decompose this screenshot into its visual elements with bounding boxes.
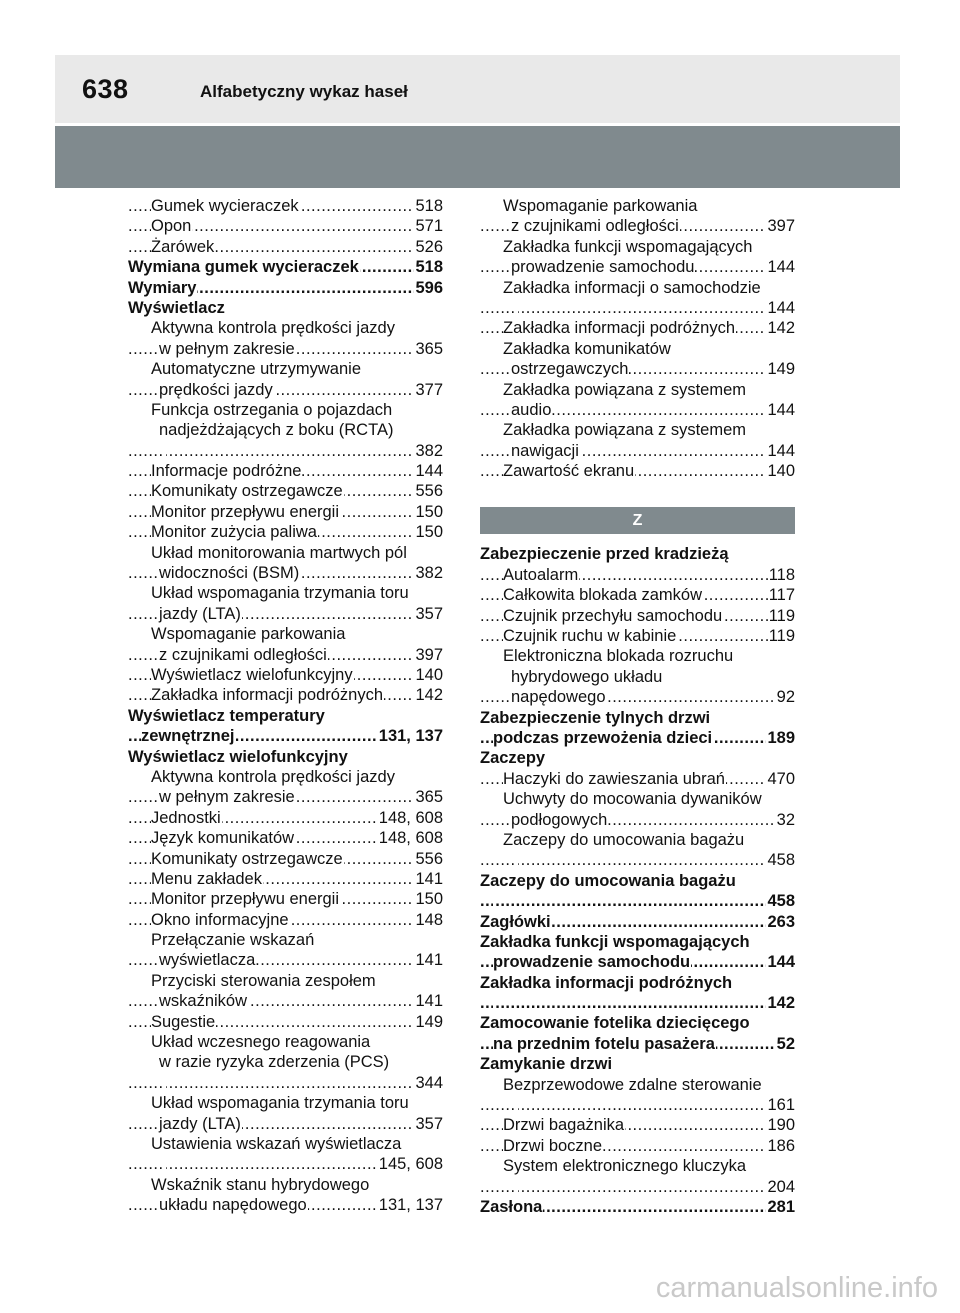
index-entry	[480, 748, 795, 768]
index-entry	[480, 708, 795, 728]
index-entry-text: Całkowita blokada zamków	[503, 586, 703, 605]
index-entry	[128, 441, 443, 461]
index-entry	[128, 380, 443, 400]
index-entry-page: 150	[415, 890, 443, 909]
index-entry-page: 140	[767, 462, 795, 481]
index-entry-text: prędkości jazdy	[159, 380, 273, 399]
index-entry-page: 119	[768, 606, 795, 625]
index-entry	[128, 1195, 443, 1215]
index-entry	[480, 1013, 795, 1033]
index-entry-text: układu napędowego	[159, 1196, 307, 1215]
index-entry-page: 142	[767, 319, 795, 338]
index-entry	[480, 237, 795, 257]
index-column-left	[128, 196, 443, 1216]
index-entry	[128, 950, 443, 970]
index-entry-text: Wspomaganie parkowania	[151, 625, 346, 644]
index-entry-page: 149	[767, 360, 795, 379]
index-entry-text: Zakładka powiązana z systemem	[503, 380, 747, 399]
index-entry-text: w razie ryzyka zderzenia (PCS)	[159, 1053, 390, 1072]
index-entry-page: 148, 608	[378, 808, 443, 827]
index-entry	[128, 481, 443, 501]
index-entry	[480, 769, 795, 789]
index-entry-page: 131, 137	[378, 1196, 443, 1215]
index-entry-page: 470	[767, 769, 795, 788]
index-entry-text: audio	[511, 400, 552, 419]
index-entry-text: z czujnikami odległości	[511, 217, 679, 236]
index-entry-text: Zaczepy do umocowania bagażu	[503, 830, 745, 849]
index-entry-text: prowadzenie samochodu	[511, 258, 695, 277]
index-entry	[128, 849, 443, 869]
index-entry-text: Zakładka funkcji wspomagających	[480, 932, 750, 951]
index-entry	[128, 318, 443, 338]
index-entry-page: 131, 137	[378, 727, 443, 746]
index-entry-text: Zakładka informacji podróżnych	[480, 973, 733, 992]
index-entry	[128, 910, 443, 930]
index-entry	[128, 543, 443, 563]
index-entry	[480, 667, 795, 687]
index-entry	[128, 787, 443, 807]
index-entry	[128, 828, 443, 848]
index-entry-text: Zasłona	[480, 1197, 543, 1216]
index-entry-page: 144	[767, 441, 795, 460]
index-entry-page: 186	[767, 1136, 795, 1155]
index-entry-page: 397	[767, 217, 795, 236]
index-entry-text: Wspomaganie parkowania	[503, 197, 698, 215]
index-entry-text: Zakładka informacji podróżnych	[503, 319, 736, 338]
index-entry-text: Zakładka informacji podróżnych	[151, 686, 384, 705]
index-entry	[480, 932, 795, 952]
index-entry-text: Zakładka powiązana z systemem	[503, 421, 747, 440]
index-entry-page: 263	[767, 912, 795, 931]
index-entry	[128, 278, 443, 298]
index-entry	[480, 196, 795, 216]
index-entry	[128, 216, 443, 236]
index-entry-page: 382	[415, 564, 443, 583]
index-entry-text: Aktywna kontrola prędkości jazdy	[151, 767, 395, 786]
index-entry-text: Sugestie	[151, 1012, 216, 1031]
index-entry	[128, 889, 443, 909]
index-entry	[480, 993, 795, 1013]
index-entry	[128, 645, 443, 665]
index-entry	[128, 583, 443, 603]
index-entry	[128, 1175, 443, 1195]
index-entry-page: 190	[767, 1116, 795, 1135]
index-entry-text: jazdy (LTA)	[159, 604, 241, 623]
index-entry-text: nawigacji	[511, 441, 579, 460]
index-entry	[480, 585, 795, 605]
index-entry	[128, 563, 443, 583]
index-entry	[480, 420, 795, 440]
index-entry-text: Układ wspomagania trzymania toru	[151, 1094, 409, 1113]
index-entry-text: Automatyczne utrzymywanie	[151, 360, 361, 379]
index-entry-text: w pełnym zakresie	[159, 788, 295, 807]
index-entry	[480, 380, 795, 400]
index-entry	[480, 1177, 795, 1197]
index-entry-text: Układ wspomagania trzymania toru	[151, 584, 409, 603]
index-entry	[128, 767, 443, 787]
index-entry-text: Układ monitorowania martwych pól	[151, 543, 407, 562]
index-entry	[128, 1093, 443, 1113]
index-entry-page: 144	[415, 462, 443, 481]
index-entry-page: 365	[415, 339, 443, 358]
index-entry	[480, 1034, 795, 1054]
index-entry-page: 596	[415, 278, 443, 297]
index-entry-page: 189	[767, 728, 795, 747]
index-entry	[480, 891, 795, 911]
header-band	[55, 55, 900, 123]
index-entry-text: Wyświetlacz wielofunkcyjny	[151, 665, 353, 684]
index-entry-text	[493, 892, 494, 910]
index-entry	[480, 1136, 795, 1156]
index-entry-page: 144	[767, 400, 795, 419]
index-entry-text: Układ wczesnego reagowania	[151, 1033, 371, 1052]
index-entry-text: Przyciski sterowania zespołem	[151, 971, 376, 990]
index-entry-page: 142	[415, 686, 443, 705]
index-entry-text: Informacje podróżne	[151, 462, 302, 481]
index-entry-page: 377	[415, 380, 443, 399]
index-entry-text: na przednim fotelu pasażera	[493, 1034, 715, 1053]
index-entry-text: ostrzegawczych	[511, 360, 629, 379]
index-entry-page: 281	[767, 1197, 795, 1216]
index-entry	[128, 359, 443, 379]
index-entry	[480, 359, 795, 379]
index-entry	[128, 400, 443, 420]
index-entry-text: Czujnik przechyłu samochodu	[503, 606, 723, 625]
index-entry-text: Monitor przepływu energii	[151, 890, 340, 909]
index-entry	[128, 665, 443, 685]
header-bar	[55, 126, 900, 188]
index-entry-text: Komunikaty ostrzegawcze	[151, 849, 343, 868]
index-entry	[480, 830, 795, 850]
index-entry-page: 204	[767, 1177, 795, 1196]
index-entry	[128, 461, 443, 481]
index-entry-text: widoczności (BSM)	[159, 564, 300, 583]
index-entry-text: Zawartość ekranu	[503, 462, 635, 481]
index-entry	[480, 1115, 795, 1135]
index-entry	[480, 1156, 795, 1176]
index-entry	[128, 257, 443, 277]
index-entry-text: w pełnym zakresie	[159, 339, 295, 358]
index-entry	[128, 1073, 443, 1093]
index-entry-page: 144	[767, 953, 795, 972]
index-entry-text: jazdy (LTA)	[159, 1114, 241, 1133]
index-entry-text: nadjeżdżających z boku (RCTA)	[159, 421, 394, 440]
index-entry-page: 526	[415, 237, 443, 256]
index-entry-text: Zamykanie drzwi	[480, 1055, 613, 1074]
index-entry	[480, 339, 795, 359]
index-entry-text: Zakładka funkcji wspomagających	[503, 237, 753, 256]
index-entry	[128, 624, 443, 644]
index-entry-page: 145, 608	[378, 1155, 443, 1174]
index-entry-text	[517, 299, 518, 317]
index-entry	[480, 952, 795, 972]
index-entry-text: Ustawienia wskazań wyświetlacza	[151, 1134, 402, 1153]
index-entry-text: Drzwi bagażnika	[503, 1116, 625, 1135]
index-entry	[128, 747, 443, 767]
index-entry	[480, 912, 795, 932]
index-entry-text: wskaźników	[159, 992, 248, 1011]
index-entry	[480, 257, 795, 277]
index-entry-page: 161	[767, 1096, 795, 1115]
index-entry-page: 144	[767, 298, 795, 317]
index-entry-page: 119	[768, 627, 795, 646]
index-entry	[128, 685, 443, 705]
index-entry-text	[517, 851, 518, 869]
index-entry-page: 518	[415, 197, 443, 215]
index-entry-page: 32	[776, 810, 795, 829]
index-group-w-continued	[480, 196, 795, 481]
index-entry	[128, 339, 443, 359]
index-entry	[128, 298, 443, 318]
index-entry-text: Autoalarm	[503, 565, 579, 584]
index-entry-page: 141	[415, 992, 443, 1011]
index-entry	[480, 626, 795, 646]
index-entry-text: Wskaźnik stanu hybrydowego	[151, 1175, 370, 1194]
index-entry	[128, 1134, 443, 1154]
index-entry-page: 344	[415, 1073, 443, 1092]
index-entry-text: Wyświetlacz	[128, 298, 225, 317]
index-entry-page: 117	[768, 586, 795, 605]
index-entry	[480, 810, 795, 830]
index-entry-page: 148, 608	[378, 829, 443, 848]
index-entry-text: Żarówek	[151, 237, 215, 256]
index-entry-page: 148	[415, 910, 443, 929]
index-entry-text: zewnętrznej	[141, 727, 235, 746]
index-entry-text: Monitor zużycia paliwa	[151, 523, 317, 542]
index-entry-text: Wymiary	[128, 278, 197, 297]
index-entry-text: podczas przewożenia dzieci	[493, 728, 713, 747]
index-entry	[128, 991, 443, 1011]
index-entry-text: Uchwyty do mocowania dywaników	[503, 790, 762, 809]
index-entry-text: Aktywna kontrola prędkości jazdy	[151, 319, 395, 338]
index-entry	[480, 1095, 795, 1115]
index-entry	[480, 728, 795, 748]
index-entry-text: z czujnikami odległości	[159, 645, 327, 664]
index-column-right	[480, 196, 795, 1217]
index-entry-page: 118	[768, 565, 795, 584]
index-entry	[480, 1075, 795, 1095]
index-entry-text: Wymiana gumek wycieraczek	[128, 258, 359, 277]
index-entry-text: Zabezpieczenie tylnych drzwi	[480, 708, 711, 727]
index-entry-text: Komunikaty ostrzegawcze	[151, 482, 343, 501]
index-entry-text: Zaczepy	[480, 749, 546, 768]
index-entry-text: hybrydowego układu	[511, 667, 663, 686]
index-entry	[128, 604, 443, 624]
index-entry-page: 556	[415, 482, 443, 501]
index-entry	[480, 400, 795, 420]
index-entry	[480, 298, 795, 318]
index-entry-text: Monitor przepływu energii	[151, 502, 340, 521]
index-entry	[480, 973, 795, 993]
index-entry	[128, 1052, 443, 1072]
index-entry-text: Haczyki do zawieszania ubrań	[503, 769, 725, 788]
index-entry-text	[517, 1178, 518, 1196]
index-entry	[128, 420, 443, 440]
index-entry-text: Bezprzewodowe zdalne sterowanie	[503, 1075, 762, 1094]
index-entry	[128, 1114, 443, 1134]
index-entry	[128, 196, 443, 216]
index-entry	[480, 789, 795, 809]
index-entry	[128, 808, 443, 828]
index-entry-page: 556	[415, 849, 443, 868]
index-entry-page: 357	[415, 604, 443, 623]
watermark: carmanualsonline.info	[655, 1272, 938, 1304]
index-entry-page: 458	[767, 892, 795, 911]
index-entry-page: 571	[415, 217, 443, 236]
index-entry	[480, 216, 795, 236]
index-entry-text: Drzwi boczne	[503, 1136, 603, 1155]
index-entry	[480, 646, 795, 666]
index-entry-text: Jednostki	[151, 808, 221, 827]
index-entry-text: Zaczepy do umocowania bagażu	[480, 871, 736, 890]
page-title: Alfabetyczny wykaz haseł	[200, 82, 408, 101]
index-entry-text: Gumek wycieraczek	[151, 197, 299, 215]
index-entry-text: Czujnik ruchu w kabinie	[503, 627, 677, 646]
index-entry-page: 141	[415, 951, 443, 970]
index-entry	[128, 1154, 443, 1174]
index-entry-text: Menu zakładek	[151, 869, 262, 888]
index-entry-page: 52	[776, 1034, 795, 1053]
index-entry-text: Opon	[151, 217, 192, 236]
index-entry	[128, 869, 443, 889]
index-entry	[480, 461, 795, 481]
index-entry	[128, 237, 443, 257]
index-entry-text: System elektronicznego kluczyka	[503, 1157, 747, 1176]
index-entry	[128, 522, 443, 542]
index-entry-page: 141	[415, 869, 443, 888]
index-entry-text	[493, 994, 494, 1012]
index-entry	[480, 441, 795, 461]
index-entry	[128, 971, 443, 991]
index-entry-text	[165, 1155, 166, 1173]
index-entry-text: napędowego	[511, 688, 606, 707]
index-entry	[480, 278, 795, 298]
index-entry	[128, 502, 443, 522]
index-entry-text: prowadzenie samochodu	[493, 953, 691, 972]
index-entry-page: 92	[776, 688, 795, 707]
index-entry-text: Zakładka informacji o samochodzie	[503, 278, 761, 297]
index-entry-text: Elektroniczna blokada rozruchu	[503, 647, 734, 666]
index-entry-text: Okno informacyjne	[151, 910, 289, 929]
index-entry-page: 365	[415, 788, 443, 807]
index-entry	[480, 871, 795, 891]
index-entry-text: wyświetlacza	[159, 951, 256, 970]
index-entry	[480, 850, 795, 870]
index-entry-text: Zabezpieczenie przed kradzieżą	[480, 545, 729, 564]
section-letter-bar: Z	[480, 507, 795, 534]
index-entry-page: 518	[415, 258, 443, 277]
index-entry-text: Funkcja ostrzegania o pojazdach	[151, 400, 393, 419]
index-entry	[128, 1012, 443, 1032]
index-entry-page: 149	[415, 1012, 443, 1031]
index-entry-page: 357	[415, 1114, 443, 1133]
index-entry-page: 150	[415, 502, 443, 521]
index-entry	[480, 1054, 795, 1074]
index-entry-text: podłogowych	[511, 810, 608, 829]
index-entry-page: 458	[767, 851, 795, 870]
index-entry-text: Wyświetlacz wielofunkcyjny	[128, 747, 348, 766]
index-entry-text: Zamocowanie fotelika dziecięcego	[480, 1014, 750, 1033]
index-entry	[480, 318, 795, 338]
index-entry	[480, 687, 795, 707]
page-number: 638	[82, 74, 129, 104]
index-entry-text	[165, 1074, 166, 1092]
index-entry-page: 150	[415, 523, 443, 542]
index-entry	[480, 1197, 795, 1217]
index-entry	[128, 930, 443, 950]
index-entry-text	[517, 1096, 518, 1114]
index-entry	[128, 1032, 443, 1052]
index-group-z	[480, 544, 795, 1217]
index-entry-page: 142	[767, 994, 795, 1013]
index-entry-text: Zagłówki	[480, 912, 551, 931]
index-entry-page: 140	[415, 665, 443, 684]
index-entry-page: 382	[415, 441, 443, 460]
index-entry-page: 397	[415, 645, 443, 664]
index-entry	[480, 606, 795, 626]
index-entry-text: Wyświetlacz temperatury	[128, 706, 325, 725]
index-entry	[128, 706, 443, 726]
index-entry-page: 144	[767, 258, 795, 277]
index-entry-text	[165, 442, 166, 460]
index-entry	[480, 544, 795, 564]
index-entry-text: Zakładka komunikatów	[503, 339, 671, 358]
index-entry	[480, 565, 795, 585]
index-entry-text: Przełączanie wskazań	[151, 931, 315, 950]
index-entry	[128, 726, 443, 746]
index-entry-text: Język komunikatów	[151, 829, 295, 848]
